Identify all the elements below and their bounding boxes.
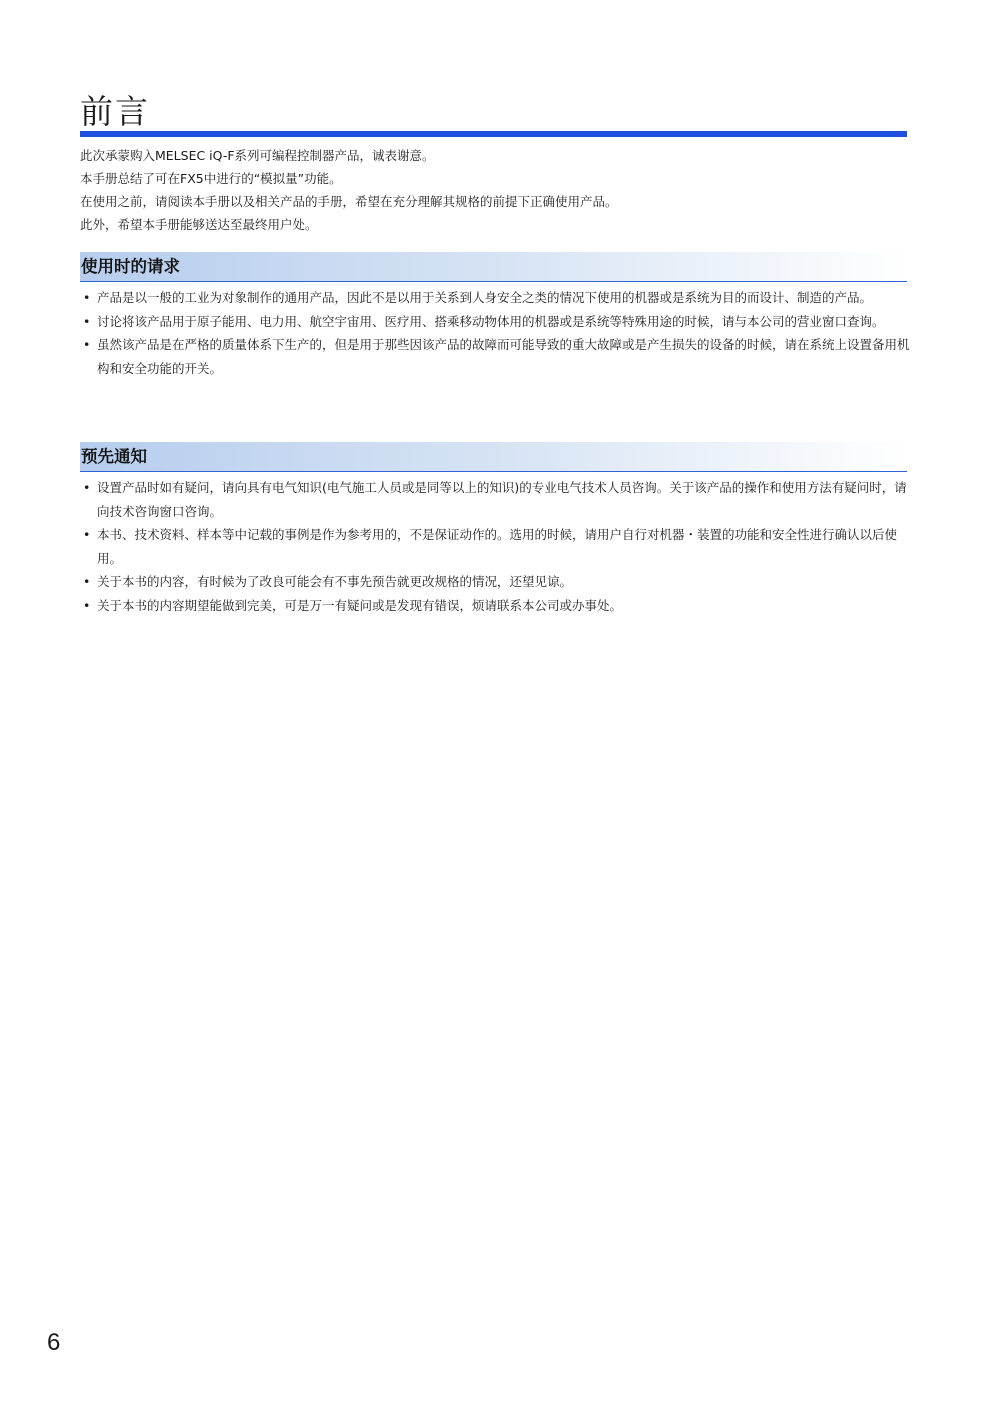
list-item — [80, 476, 910, 523]
usage-requests-list — [80, 286, 910, 380]
bullet-icon: • — [83, 527, 91, 542]
list-item — [80, 570, 910, 594]
bullet-icon: • — [83, 290, 91, 305]
list-item — [80, 310, 910, 334]
page-number: 6 — [47, 1329, 61, 1356]
section-heading-advance-notice — [80, 442, 907, 472]
advance-notice-list — [80, 476, 910, 617]
section-heading-label: 使用时的请求 — [81, 257, 180, 276]
list-item-text: 本书、技术资料、样本等中记载的事例是作为参考用的，不是保证动作的。选用的时候，请用户自行对机器・装置的功能和安全性进行确认以后使用。 — [97, 527, 898, 566]
list-item — [80, 333, 910, 380]
list-item — [80, 523, 910, 570]
intro-text — [80, 144, 907, 236]
bullet-icon: • — [83, 480, 91, 495]
list-item-text: 关于本书的内容，有时候为了改良可能会有不事先预告就更改规格的情况，还望见谅。 — [97, 574, 573, 589]
list-item-text: 设置产品时如有疑问，请向具有电气知识(电气施工人员或是同等以上的知识)的专业电气技术人员咨询。关于该产品的操作和使用方法有疑问时，请向技术咨询窗口咨询。 — [97, 480, 907, 519]
list-item-text: 虽然该产品是在严格的质量体系下生产的，但是用于那些因该产品的故障而可能导致的重大故障或是产生损失的设备的时候，请在系统上设置备用机构和安全功能的开关。 — [97, 337, 910, 376]
intro-line: 在使用之前，请阅读本手册以及相关产品的手册，希望在充分理解其规格的前提下正确使用产品。 — [80, 194, 618, 209]
section-heading-usage-requests — [80, 252, 907, 282]
title-rule — [80, 131, 907, 137]
bullet-icon: • — [83, 574, 91, 589]
bullet-icon: • — [83, 313, 91, 329]
intro-line: 此外，希望本手册能够送达至最终用户处。 — [80, 217, 318, 232]
bullet-icon: • — [83, 337, 91, 352]
intro-line: 本手册总结了可在FX5中进行的“模拟量”功能。 — [80, 171, 342, 186]
list-item-text: 讨论将该产品用于原子能用、电力用、航空宇宙用、医疗用、搭乘移动物体用的机器或是系统等特殊用途的时候，请与本公司的营业窗口查询。 — [97, 313, 885, 329]
section-heading-label: 预先通知 — [81, 447, 147, 466]
intro-line: 此次承蒙购入MELSEC iQ-F系列可编程控制器产品，诚表谢意。 — [80, 148, 435, 163]
list-item — [80, 286, 910, 310]
page-title: 前言 — [80, 92, 150, 131]
bullet-icon: • — [83, 597, 91, 613]
list-item-text: 产品是以一般的工业为对象制作的通用产品，因此不是以用于关系到人身安全之类的情况下使用的机器或是系统为目的而设计、制造的产品。 — [97, 290, 873, 305]
list-item-text: 关于本书的内容期望能做到完美，可是万一有疑问或是发现有错误，烦请联系本公司或办事处。 — [97, 597, 623, 613]
list-item — [80, 594, 910, 618]
